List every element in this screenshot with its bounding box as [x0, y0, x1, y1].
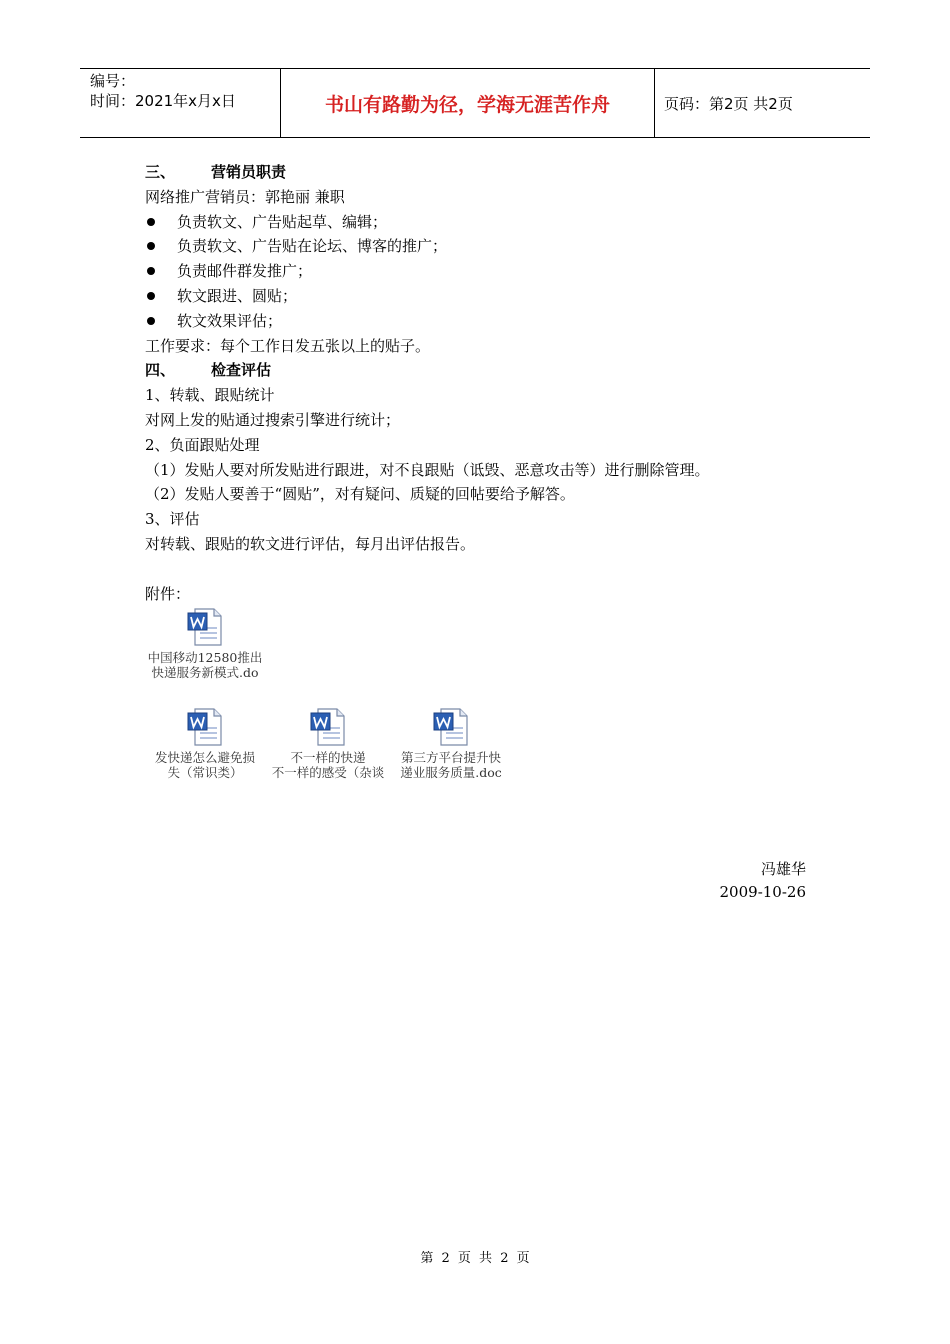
- attachment-file[interactable]: [140, 608, 270, 680]
- section-title: 检查评估: [211, 361, 272, 380]
- word-document-icon: [186, 608, 224, 646]
- header-info-cell: [80, 69, 281, 137]
- section-3-heading: [145, 160, 825, 185]
- attachment-file[interactable]: [386, 708, 516, 780]
- paragraph-line: 对网上发的贴通过搜索引擎进行统计；: [145, 410, 401, 429]
- page-footer: 第 2 页 共 2 页: [420, 1251, 530, 1266]
- attachment-name-line1: 不一样的快递: [290, 750, 366, 765]
- section-4-heading: [145, 358, 825, 383]
- word-document-icon: [186, 708, 224, 746]
- header-page-label: 页码：第2页 共2页: [664, 94, 793, 113]
- bullet-icon: [147, 218, 155, 226]
- paragraph-line: 3、评估: [145, 510, 200, 529]
- paragraph-line: 2、负面跟贴处理: [145, 435, 260, 454]
- attachment-name-line2: 不一样的感受（杂谈: [271, 765, 385, 780]
- attachment-name-line2: 失（常识类）: [167, 765, 243, 780]
- paragraph-line: （2）发贴人要善于“圆贴”，对有疑问、质疑的回帖要给予解答。: [145, 485, 575, 504]
- signature-date: 2009-10-26: [719, 883, 806, 901]
- signature-name: 冯雄华: [760, 860, 806, 878]
- time-label: 时间：2021年x月x日: [90, 92, 236, 110]
- bullet-icon: [147, 242, 155, 250]
- word-document-icon: [309, 708, 347, 746]
- list-item: 软文跟进、圆贴；: [145, 284, 825, 309]
- serial-label: 编号：: [90, 72, 136, 90]
- paragraph-line: 1、转载、跟贴统计: [145, 386, 275, 405]
- attachment-file[interactable]: [140, 708, 270, 780]
- word-document-icon: [432, 708, 470, 746]
- section-number: 三、: [145, 163, 176, 181]
- staff-line: 网络推广营销员：郭艳丽 兼职: [145, 187, 345, 206]
- bullet-icon: [147, 317, 155, 325]
- list-item: 负责软文、广告贴起草、编辑；: [145, 210, 825, 235]
- list-item: 软文效果评估；: [145, 309, 825, 334]
- bullet-icon: [147, 292, 155, 300]
- attachment-file[interactable]: [263, 708, 393, 780]
- paragraph-line: （1）发贴人要对所发贴进行跟进，对不良跟贴（诋毁、恶意攻击等）进行删除管理。: [145, 460, 710, 479]
- section-number: 四、: [145, 361, 176, 380]
- attachment-name-line2: 快递服务新模式.do: [151, 665, 259, 680]
- attachment-name-line1: 第三方平台提升快: [400, 750, 501, 765]
- document-body: [145, 160, 825, 606]
- bullet-icon: [147, 267, 155, 275]
- requirement-line: 工作要求：每个工作日发五张以上的贴子。: [145, 336, 431, 355]
- paragraph-line: 对转载、跟贴的软文进行评估，每月出评估报告。: [145, 534, 476, 553]
- attachments-label: 附件：: [145, 584, 191, 603]
- list-item: 负责邮件群发推广；: [145, 259, 825, 284]
- section-title: 营销员职责: [211, 163, 287, 181]
- attachment-name-line1: 中国移动12580推出: [147, 650, 263, 665]
- attachment-name-line1: 发快递怎么避免损: [154, 750, 255, 765]
- list-item: 负责软文、广告贴在论坛、博客的推广；: [145, 234, 825, 259]
- attachment-name-line2: 递业服务质量.doc: [400, 765, 502, 780]
- header-motto: 书山有路勤为径，学海无涯苦作舟: [281, 69, 655, 137]
- page-header: [80, 68, 870, 138]
